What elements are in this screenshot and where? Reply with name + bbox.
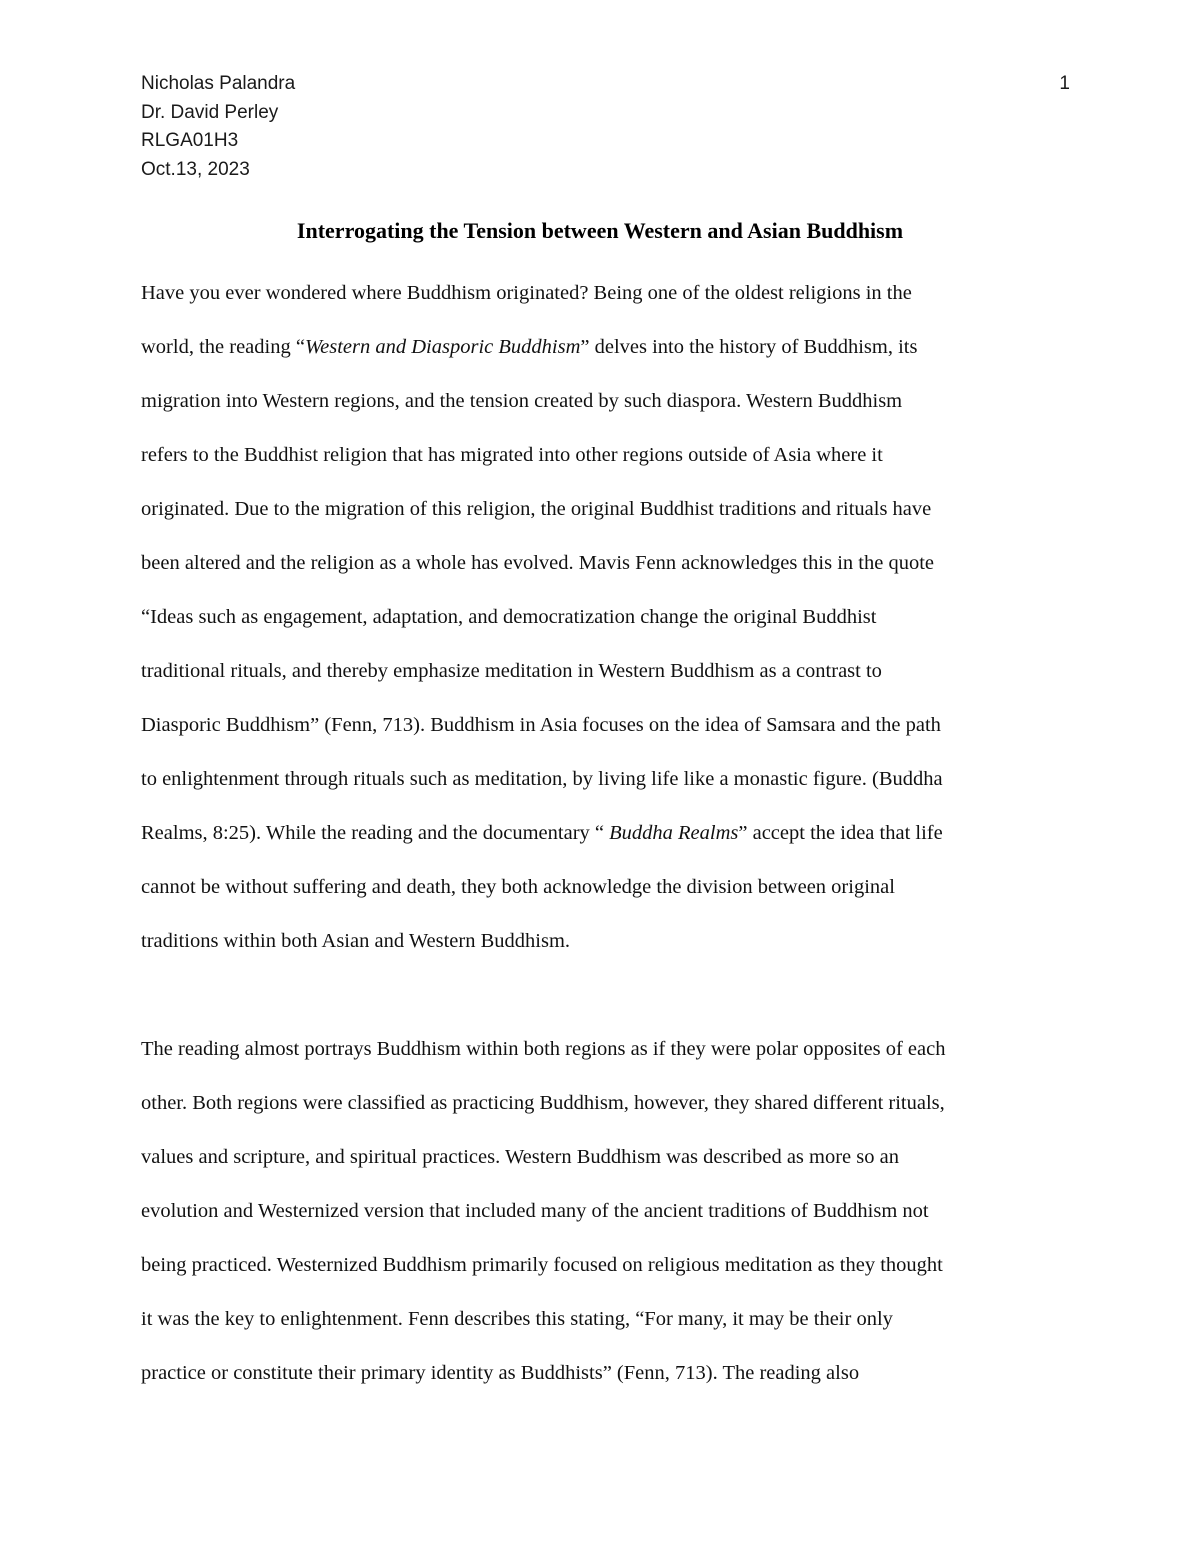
text-segment: Realms, 8:25). While the reading and the documentary “ — [141, 822, 610, 844]
essay-title: Interrogating the Tension between Western and Asian Buddhism — [296, 218, 904, 243]
mla-header — [141, 70, 295, 184]
text-line: been altered and the religion as a whole has evolved. Mavis Fenn acknowledges this in the quote — [141, 552, 935, 574]
reading-title: Western and Diasporic Buddhism — [304, 336, 581, 358]
text-line: Have you ever wondered where Buddhism originated? Being one of the oldest religions in the — [141, 282, 912, 304]
paragraph-1 — [141, 274, 1081, 976]
text-line: it was the key to enlightenment. Fenn describes this stating, “For many, it may be their only — [141, 1308, 893, 1330]
text-segment: world, the reading “ — [141, 336, 305, 358]
submission-date: Oct.13, 2023 — [141, 158, 250, 180]
page-number: 1 — [1059, 73, 1070, 94]
text-line: refers to the Buddhist religion that has migrated into other regions outside of Asia where it — [141, 444, 883, 466]
text-line: migration into Western regions, and the tension created by such diaspora. Western Buddhism — [141, 390, 903, 412]
text-segment: ” accept the idea that life — [738, 822, 943, 844]
text-line: cannot be without suffering and death, they both acknowledge the division between original — [141, 876, 895, 898]
text-segment: ” delves into the history of Buddhism, its — [580, 336, 918, 358]
text-line: practice or constitute their primary identity as Buddhists” (Fenn, 713). The reading also — [141, 1362, 860, 1384]
text-line: The reading almost portrays Buddhism within both regions as if they were polar opposites of each — [141, 1038, 946, 1060]
text-line: Diasporic Buddhism” (Fenn, 713). Buddhism in Asia focuses on the idea of Samsara and the path — [141, 714, 941, 736]
text-line — [141, 328, 1081, 382]
text-line: evolution and Westernized version that included many of the ancient traditions of Buddhism not — [141, 1200, 929, 1222]
paragraph-2 — [141, 1030, 1081, 1408]
text-line: traditional rituals, and thereby emphasize meditation in Western Buddhism as a contrast to — [141, 660, 882, 682]
text-line: being practiced. Westernized Buddhism primarily focused on religious meditation as they thought — [141, 1254, 943, 1276]
text-line: originated. Due to the migration of this religion, the original Buddhist traditions and rituals have — [141, 498, 932, 520]
author-name: Nicholas Palandra — [141, 73, 296, 94]
text-line — [141, 814, 1081, 868]
text-line: to enlightenment through rituals such as meditation, by living life like a monastic figure. (Buddha — [141, 768, 943, 790]
text-line: values and scripture, and spiritual practices. Western Buddhism was described as more so an — [141, 1146, 899, 1168]
documentary-title: Buddha Realms — [609, 822, 739, 844]
text-line: other. Both regions were classified as practicing Buddhism, however, they shared different rituals, — [141, 1092, 945, 1114]
text-line: traditions within both Asian and Western Buddhism. — [141, 930, 571, 952]
instructor-name: Dr. David Perley — [141, 101, 279, 123]
course-code: RLGA01H3 — [141, 130, 239, 151]
text-line: “Ideas such as engagement, adaptation, and democratization change the original Buddhist — [141, 606, 877, 628]
